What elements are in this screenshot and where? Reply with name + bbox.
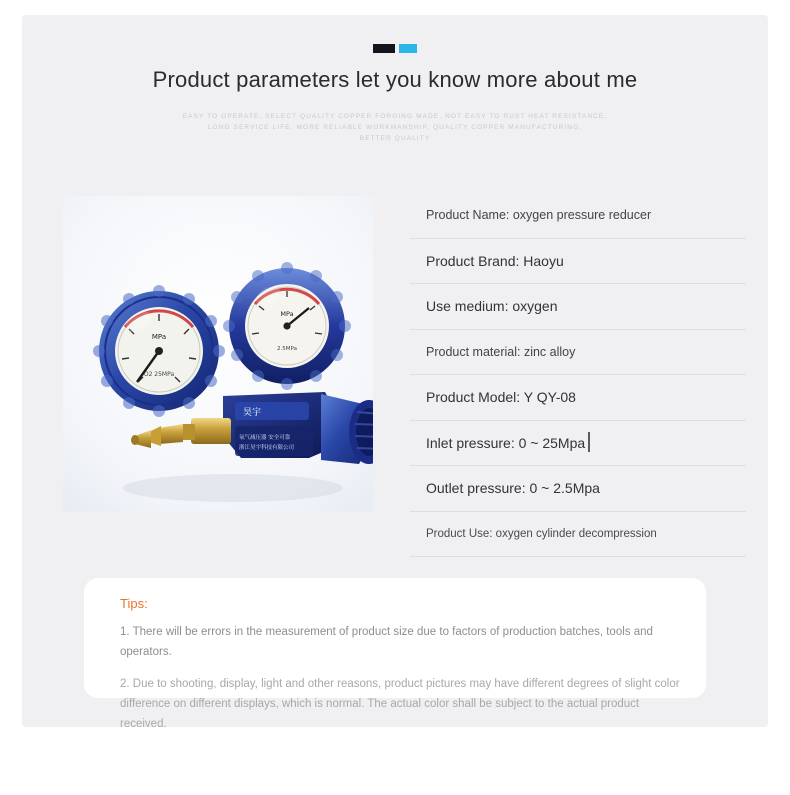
spec-outlet-pressure: Outlet pressure: 0 ~ 2.5Mpa [426, 480, 600, 497]
svg-text:氧气减压器 安全可靠: 氧气减压器 安全可靠 [239, 435, 291, 441]
spec-row [410, 466, 746, 512]
tips-line-2: 2. Due to shooting, display, light and other reasons, product pictures may have different degrees of slight color [120, 678, 680, 690]
svg-text:MPa: MPa [151, 333, 167, 341]
spec-row [410, 284, 746, 330]
spec-row [410, 193, 746, 239]
header-subtitle-line-2: LONG SERVICE LIFE, MORE RELIABLE WORKMANSHIP, QUALITY COPPER MANUFACTURING, [207, 124, 583, 131]
spec-row [410, 239, 746, 285]
spec-row [410, 375, 746, 421]
svg-text:昊宇: 昊宇 [243, 408, 262, 418]
page-title: Product parameters let you know more about me [152, 67, 638, 92]
dash-blue-icon [399, 44, 417, 53]
spec-list [410, 193, 746, 557]
spec-product-model: Product Model: Y QY-08 [426, 389, 576, 406]
tips-line-1: 1. There will be errors in the measurement of product size due to factors of production batches, tools and operators. [120, 626, 653, 658]
decorative-dashes [373, 44, 417, 53]
spec-row [410, 330, 746, 376]
spec-row [410, 421, 746, 467]
tips-panel [84, 578, 706, 730]
svg-text:2.5MPa: 2.5MPa [277, 346, 297, 352]
spec-product-use: Product Use: oxygen cylinder decompression [426, 527, 657, 540]
spec-product-name: Product Name: oxygen pressure reducer [426, 208, 652, 223]
header [22, 15, 768, 144]
svg-text:O2 25MPa: O2 25MPa [143, 371, 175, 378]
tips-title: Tips: [120, 596, 148, 611]
dash-dark-icon [373, 44, 395, 53]
product-card [22, 15, 768, 730]
svg-text:MPa: MPa [280, 310, 294, 318]
spec-inlet-pressure: Inlet pressure: 0 ~ 25Mpa [426, 434, 586, 451]
spec-product-material: Product material: zinc alloy [426, 344, 576, 359]
tips-line-3: difference on different displays, which is normal. The actual color shall be subject to the actual product received. [120, 698, 640, 730]
text-cursor [588, 432, 590, 452]
spec-row [410, 512, 746, 558]
svg-text:浙江昊宇科技有限公司: 浙江昊宇科技有限公司 [239, 445, 295, 451]
product-image [63, 196, 373, 512]
header-subtitle-line-1: EASY TO OPERATE, SELECT QUALITY COPPER FORGING MADE, NOT EASY TO RUST HEAT RESISTANCE, [182, 113, 608, 120]
spec-product-brand: Product Brand: Haoyu [426, 252, 564, 269]
header-subtitle-line-3: BETTER QUALITY [359, 135, 431, 142]
spec-use-medium: Use medium: oxygen [426, 298, 558, 315]
